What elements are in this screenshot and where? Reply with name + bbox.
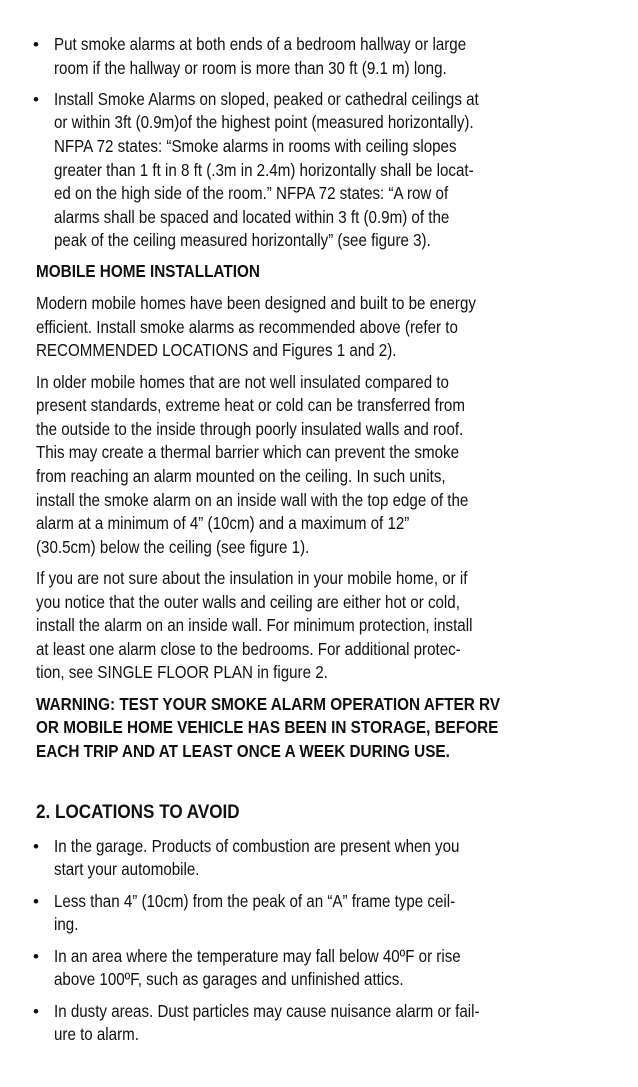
mobile-para-3-line-4: at least one alarm close to the bedrooms. For additional protec- [36,639,461,659]
warning-line-2: OR MOBILE HOME VEHICLE HAS BEEN IN STORAGE, BEFORE [36,717,499,737]
bullet-1-line-2: room if the hallway or room is more than 30 ft (9.1 m) long. [54,58,447,78]
bullet-2-line-5: ed on the high side of the room.” NFPA 72 states: “A row of [54,183,449,203]
mobile-para-1-line-1: Modern mobile homes have been designed and built to be energy [36,293,476,313]
mobile-para-3-line-2: you notice that the outer walls and ceiling are either hot or cold, [36,592,460,612]
avoid-bullet-1-line-1: In the garage. Products of combustion are present when you [54,836,460,856]
bullet-2-line-1: Install Smoke Alarms on sloped, peaked or cathedral ceilings at [54,89,479,109]
bullet-marker: • [33,1002,39,1021]
bullet-marker: • [33,892,39,911]
mobile-para-3-line-1: If you are not sure about the insulation in your mobile home, or if [36,568,468,588]
mobile-para-2-line-1: In older mobile homes that are not well insulated compared to [36,372,449,392]
bullet-2-line-2: or within 3ft (0.9m)of the highest point (measured horizontally). [54,112,474,132]
mobile-para-1-line-3: RECOMMENDED LOCATIONS and Figures 1 and 2). [36,340,397,360]
bullet-2-line-4: greater than 1 ft in 8 ft (.3m in 2.4m) horizontally shall be locat- [54,160,474,180]
mobile-para-2-line-4: This may create a thermal barrier which can prevent the smoke [36,442,459,462]
warning-line-3: EACH TRIP AND AT LEAST ONCE A WEEK DURING USE. [36,741,450,761]
mobile-para-3-line-5: tion, see SINGLE FLOOR PLAN in figure 2. [36,662,328,682]
bullet-marker: • [33,837,39,856]
bullet-marker: • [33,947,39,966]
mobile-home-heading: MOBILE HOME INSTALLATION [36,261,260,281]
mobile-para-2-line-6: install the smoke alarm on an inside wall with the top edge of the [36,490,469,510]
mobile-para-2-line-5: from reaching an alarm mounted on the ceiling. In such units, [36,466,446,486]
bullet-2-line-6: alarms shall be spaced and located within 3 ft (0.9m) of the [54,207,450,227]
mobile-para-2-line-7: alarm at a minimum of 4” (10cm) and a maximum of 12” [36,513,410,533]
avoid-bullet-4-line-1: In dusty areas. Dust particles may cause nuisance alarm or fail- [54,1001,480,1021]
bullet-marker: • [33,35,39,54]
mobile-para-1-line-2: efficient. Install smoke alarms as recommended above (refer to [36,317,458,337]
mobile-para-2-line-8: (30.5cm) below the ceiling (see figure 1). [36,537,310,557]
avoid-bullet-3-line-1: In an area where the temperature may fall below 40ºF or rise [54,946,461,966]
mobile-para-3-line-3: install the alarm on an inside wall. For minimum protection, install [36,615,473,635]
avoid-bullet-2-line-2: ing. [54,914,79,934]
mobile-para-2-line-2: present standards, extreme heat or cold can be transferred from [36,395,465,415]
mobile-para-2-line-3: the outside to the inside through poorly insulated walls and roof. [36,419,464,439]
bullet-marker: • [33,90,39,109]
avoid-bullet-2-line-1: Less than 4” (10cm) from the peak of an “A” frame type ceil- [54,891,456,911]
avoid-bullet-1-line-2: start your automobile. [54,859,200,879]
bullet-1-line-1: Put smoke alarms at both ends of a bedroom hallway or large [54,34,467,54]
avoid-bullet-3-line-2: above 100ºF, such as garages and unfinished attics. [54,969,404,989]
warning-line-1: WARNING: TEST YOUR SMOKE ALARM OPERATION AFTER RV [36,694,501,714]
locations-to-avoid-heading: 2. LOCATIONS TO AVOID [36,802,240,823]
bullet-2-line-3: NFPA 72 states: “Smoke alarms in rooms with ceiling slopes [54,136,457,156]
bullet-2-line-7: peak of the ceiling measured horizontally” (see figure 3). [54,230,431,250]
avoid-bullet-4-line-2: ure to alarm. [54,1024,139,1044]
